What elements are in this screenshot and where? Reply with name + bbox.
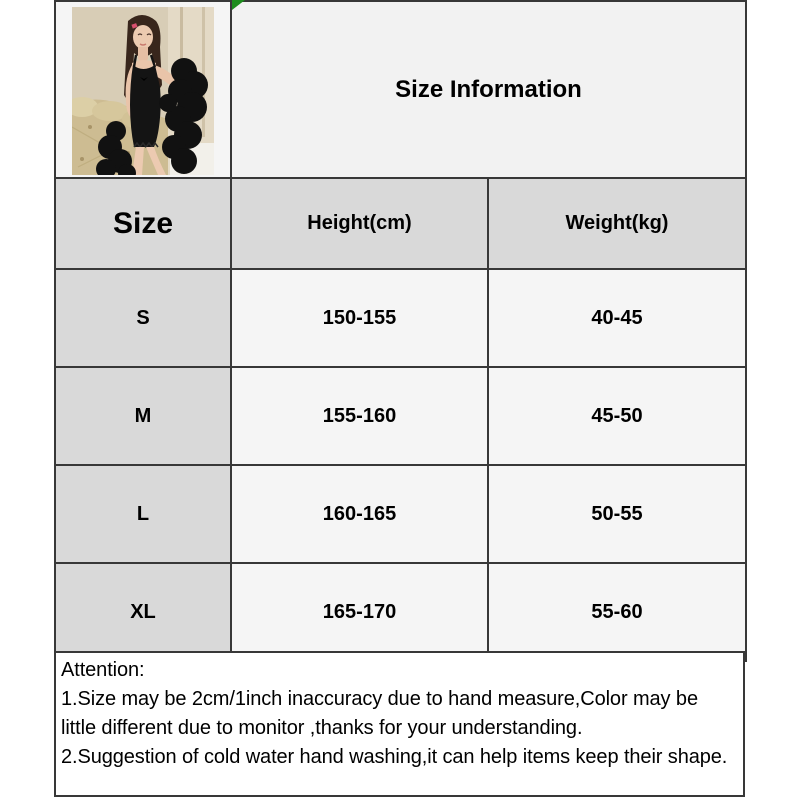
size-information-title: Size Information <box>231 1 746 178</box>
height-cell: 160-165 <box>231 465 488 563</box>
attention-line-2: 2.Suggestion of cold water hand washing,it can help items keep their shape. <box>61 746 728 768</box>
size-cell: M <box>55 367 231 465</box>
column-header-row <box>55 178 746 269</box>
table-row-m <box>55 367 746 465</box>
weight-cell: 55-60 <box>488 563 746 661</box>
height-cell: 150-155 <box>231 269 488 367</box>
size-cell: S <box>55 269 231 367</box>
table-row-s <box>55 269 746 367</box>
column-header-weight: Weight(kg) <box>488 178 746 269</box>
photo-cell <box>55 1 231 178</box>
size-cell: XL <box>55 563 231 661</box>
height-cell: 165-170 <box>231 563 488 661</box>
top-row <box>55 1 746 178</box>
size-table <box>54 0 747 662</box>
size-cell: L <box>55 465 231 563</box>
product-photo <box>72 7 214 175</box>
height-cell: 155-160 <box>231 367 488 465</box>
table-row-xl <box>55 563 746 661</box>
attention-title: Attention: <box>61 659 145 681</box>
green-corner-marker-icon <box>232 0 245 10</box>
table-row-l <box>55 465 746 563</box>
weight-cell: 40-45 <box>488 269 746 367</box>
attention-box <box>54 651 745 797</box>
weight-cell: 45-50 <box>488 367 746 465</box>
weight-cell: 50-55 <box>488 465 746 563</box>
column-header-height: Height(cm) <box>231 178 488 269</box>
column-header-size: Size <box>55 178 231 269</box>
attention-line-1: 1.Size may be 2cm/1inch inaccuracy due to hand measure,Color may be little different due to monitor ,thanks for your understanding. <box>61 688 698 739</box>
